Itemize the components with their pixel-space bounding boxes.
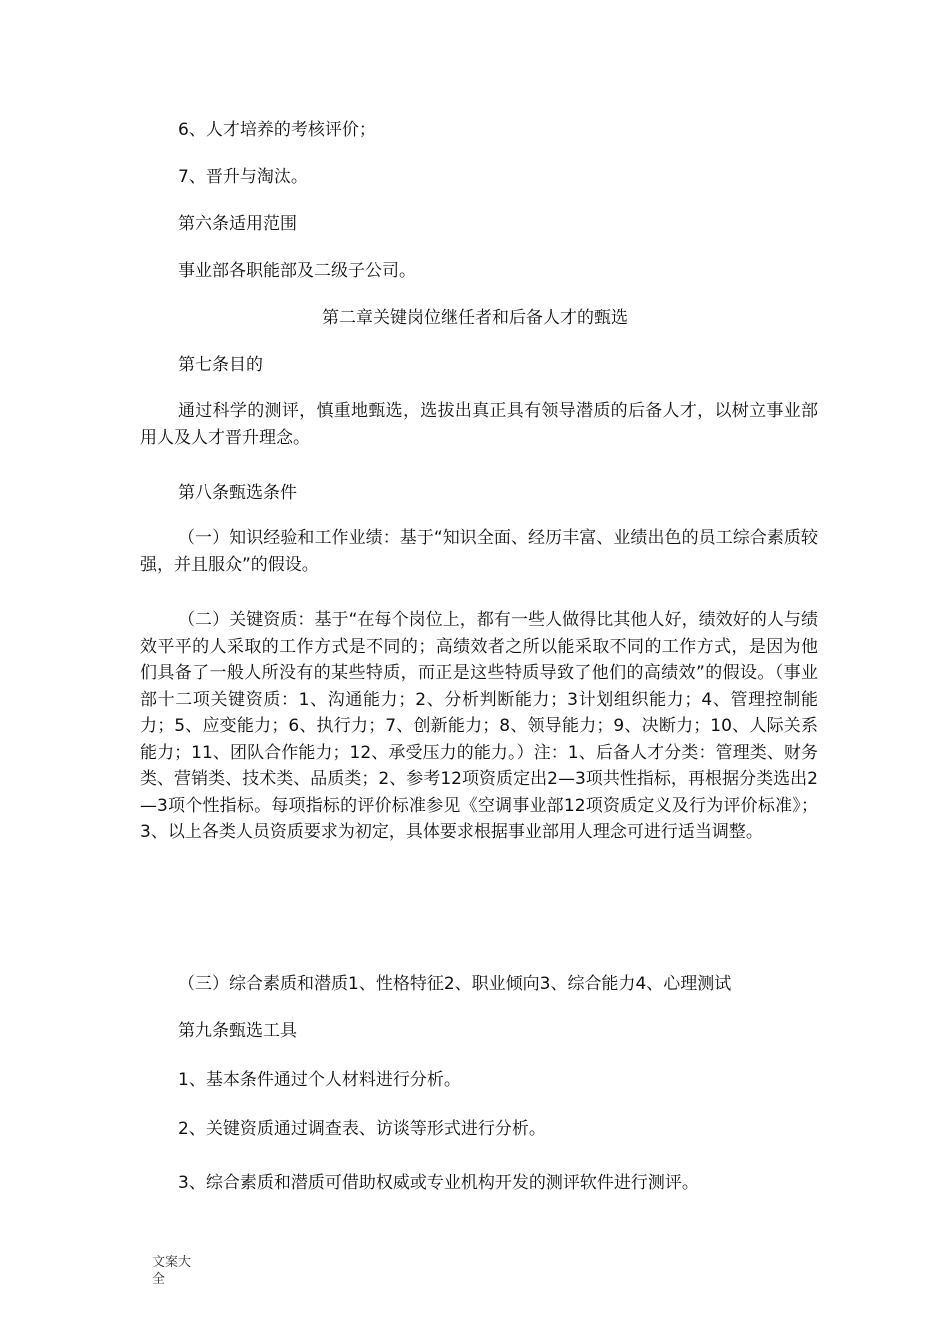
article-8-title: 第八条甄选条件 xyxy=(178,483,297,503)
list-item-talent-evaluation: 6、人才培养的考核评价； xyxy=(178,120,376,140)
chapter-2-title: 第二章关键岗位继任者和后备人才的甄选 xyxy=(322,308,628,328)
article-6-title: 第六条适用范围 xyxy=(178,214,297,234)
article-6-body: 事业部各职能部及二级子公司。 xyxy=(178,261,416,281)
article-8-item-1: （一）知识经验和工作业绩：基于“知识全面、经历丰富、业绩出色的员工综合素质较强，并且服众”的假设。 xyxy=(140,528,818,575)
article-7-title: 第七条目的 xyxy=(178,355,263,375)
article-8-item-2: （二）关键资质：基于“在每个岗位上，都有一些人做得比其他人好，绩效好的人与绩效平平的人采取的工作方式是不同的；高绩效者之所以能采取不同的工作方式，是因为他们具备了一般人所没有的某些特质，而正是这些特质导致了他们的高绩效”的假设。（事业部十二项关键资质：1、沟通能力；2、分析判断能力；3计划组织能力；4、管理控制能力；5、应变能力；6、执行力；7、创新能力；8、领导能力；9、决断力；10、人际关系能力；11、团队合作能力；12、承受压力的能力。）注：1、后备人才分类：管理类、财务类、营销类、技术类、品质类；2、参考12项资质定出2—3项共性指标，再根据分类选出2—3项个性指标。每项指标的评价标准参见《空调事业部12项资质定义及行为评价标准》；3、以上各类人员资质要求为初定，具体要求根据事业部用人理念可进行适当调整。 xyxy=(140,610,818,842)
article-7-body: 通过科学的测评，慎重地甄选，选拔出真正具有领导潜质的后备人才，以树立事业部用人及人才晋升理念。 xyxy=(140,401,818,448)
page-footer-text: 文案大全 xyxy=(152,1255,192,1287)
article-9-item-3: 3、综合素质和潜质可借助权威或专业机构开发的测评软件进行测评。 xyxy=(178,1173,699,1193)
article-9-item-1: 1、基本条件通过个人材料进行分析。 xyxy=(178,1070,461,1090)
article-8-item-3: （三）综合素质和潜质1、性格特征2、职业倾向3、综合能力4、心理测试 xyxy=(178,974,732,994)
list-item-promotion: 7、晋升与淘汰。 xyxy=(178,167,308,187)
article-9-item-2: 2、关键资质通过调查表、访谈等形式进行分析。 xyxy=(178,1119,546,1139)
article-9-title: 第九条甄选工具 xyxy=(178,1021,297,1041)
